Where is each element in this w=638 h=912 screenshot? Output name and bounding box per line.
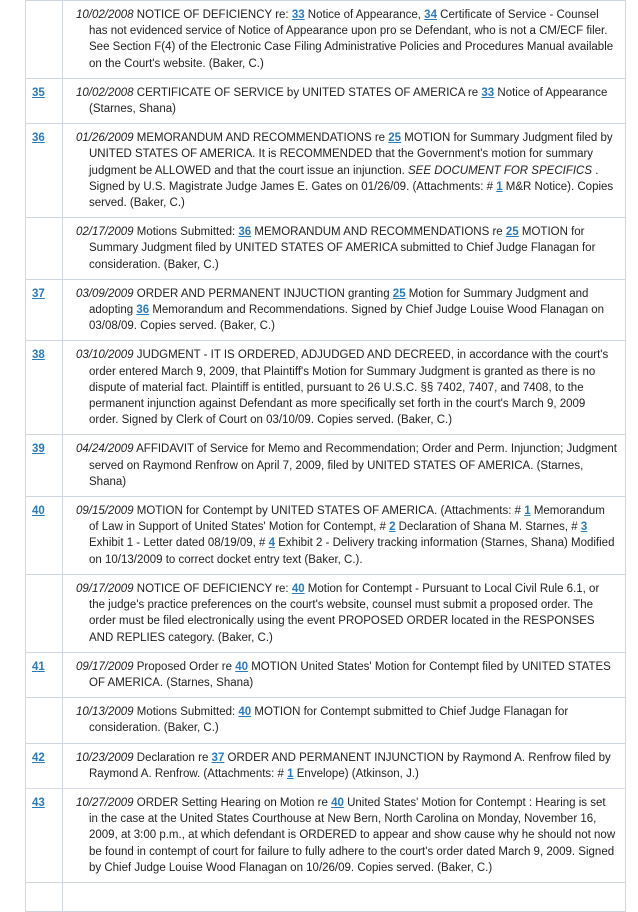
docket-entry-text bbox=[76, 704, 617, 736]
docket-number-cell bbox=[26, 652, 63, 697]
docket-row bbox=[26, 698, 626, 743]
entry-text: Memorandum of Law in Support of United States' Motion for Contempt, # bbox=[89, 505, 605, 534]
entry-text: MOTION for Contempt by UNITED STATES OF AMERICA. (Attachments: # bbox=[133, 505, 525, 518]
docket-row bbox=[26, 788, 626, 882]
entry-date: 09/17/2009 bbox=[76, 582, 134, 595]
docket-number-link[interactable]: 36 bbox=[32, 132, 45, 145]
docket-entry-text bbox=[76, 795, 617, 876]
entry-text: Certificate of Service - Counsel has not evidenced service of Notice of Appearance upon pro se Defendant, who is not a CM/ECF filer. See Section F(4) of the Electronic Case Filing Administrative Policies and Procedures Manual available on the Court's website. (Baker, C.) bbox=[89, 9, 614, 70]
docket-entry-text bbox=[76, 503, 617, 568]
document-link[interactable]: 1 bbox=[287, 767, 294, 780]
document-link[interactable]: 2 bbox=[389, 521, 396, 534]
docket-text-cell bbox=[63, 497, 626, 575]
docket-row bbox=[26, 341, 626, 435]
document-link[interactable]: 40 bbox=[238, 706, 252, 719]
entry-text: MEMORANDUM AND RECOMMENDATIONS re bbox=[251, 226, 506, 239]
docket-row bbox=[26, 743, 626, 788]
entry-date: 10/23/2009 bbox=[76, 751, 134, 764]
entry-text: MOTION United States' Motion for Contempt filed by UNITED STATES OF AMERICA. (Starnes, Shana) bbox=[89, 660, 611, 689]
docket-entry-text bbox=[76, 286, 617, 335]
docket-row bbox=[26, 78, 626, 123]
document-link[interactable]: 40 bbox=[291, 582, 305, 595]
docket-number-cell bbox=[26, 341, 63, 435]
entry-date: 02/17/2009 bbox=[76, 226, 134, 239]
docket-text-cell bbox=[63, 882, 626, 911]
entry-text: Declaration re bbox=[133, 751, 212, 764]
docket-entry-text bbox=[76, 130, 617, 211]
docket-entry-text bbox=[76, 889, 617, 905]
document-link[interactable]: 36 bbox=[238, 226, 252, 239]
entry-date: 04/24/2009 bbox=[76, 443, 134, 456]
entry-text: Motions Submitted: bbox=[133, 706, 239, 719]
docket-entry-text bbox=[76, 347, 617, 428]
docket-number-cell bbox=[26, 124, 63, 218]
docket-text-cell bbox=[63, 1, 626, 79]
docket-number-cell bbox=[26, 1, 63, 79]
entry-text: Memorandum and Recommendations. Signed by Chief Judge Louise Wood Flanagan on 03/08/09. Copies served. (Baker, C.) bbox=[89, 304, 605, 333]
entry-text: Motion for Summary Judgment and adopting bbox=[89, 287, 589, 317]
document-link[interactable]: 36 bbox=[136, 304, 150, 317]
docket-number-link[interactable]: 41 bbox=[32, 660, 45, 673]
docket-entry-text bbox=[76, 750, 617, 782]
document-link[interactable]: 34 bbox=[424, 9, 437, 21]
docket-entry-text bbox=[76, 659, 617, 691]
entry-text: AFFIDAVIT of Service for Memo and Recommendation; Order and Perm. Injunction; Judgment served on Raymond Renfrow on April 7, 2009, filed by UNITED STATES OF AMERICA. (Starnes, Shana) bbox=[89, 443, 617, 488]
entry-text: JUDGMENT - IT IS ORDERED, ADJUDGED AND DECREED, in accordance with the court's order entered March 9, 2009, that Plaintiff's Motion for Summary Judgment is granted as there is no dispute of material fact. Plaintiff is entitled, pursuant to 26 U.S.C. §§ 7402, 7407, and 7408, to the permanent injunction against Defendant as more specifically set forth in the court's March 9, 2009 order. Signed by Clerk of Court on 03/10/09. Copies served. (Baker, C.) bbox=[89, 349, 609, 427]
docket-number-cell bbox=[26, 279, 63, 341]
docket-number-cell bbox=[26, 788, 63, 882]
docket-row bbox=[26, 279, 626, 341]
docket-number-cell bbox=[26, 435, 63, 497]
entry-text: MOTION for Summary Judgment filed by UNITED STATES OF AMERICA submitted to Chief Judge Flanagan for consideration. (Baker, C.) bbox=[89, 226, 596, 271]
document-link[interactable]: 40 bbox=[235, 660, 248, 673]
entry-date: 10/02/2008 bbox=[76, 9, 134, 21]
entry-text: ORDER Setting Hearing on Motion re bbox=[133, 796, 332, 809]
docket-table-body bbox=[26, 1, 626, 912]
document-link[interactable]: 25 bbox=[388, 132, 402, 145]
document-link[interactable]: 33 bbox=[291, 9, 305, 21]
docket-row bbox=[26, 882, 626, 911]
entry-text: Motions Submitted: bbox=[133, 226, 239, 239]
document-link[interactable]: 3 bbox=[580, 521, 588, 534]
entry-text: MOTION for Summary Judgment filed by UNITED STATES OF AMERICA. It is RECOMMENDED that the Government's motion for summary judgment be ALLOWED and that the court issue an injunction. bbox=[89, 132, 613, 177]
docket-number-cell bbox=[26, 574, 63, 652]
entry-text: MEMORANDUM AND RECOMMENDATIONS re bbox=[133, 132, 389, 145]
docket-number-link[interactable]: 43 bbox=[32, 796, 45, 809]
docket-text-cell bbox=[63, 788, 626, 882]
entry-text: Notice of Appearance, bbox=[304, 9, 425, 21]
entry-text: . Signed by U.S. Magistrate Judge James E. Gates on 01/26/09. (Attachments: # bbox=[89, 164, 599, 193]
docket-sheet bbox=[25, 0, 626, 874]
document-link[interactable]: 1 bbox=[524, 505, 531, 518]
docket-row bbox=[26, 435, 626, 497]
entry-date: 09/15/2009 bbox=[76, 505, 134, 518]
document-link[interactable]: 37 bbox=[211, 751, 225, 764]
docket-text-cell bbox=[63, 279, 626, 341]
emphasis-text: SEE DOCUMENT FOR SPECIFICS bbox=[408, 164, 593, 177]
docket-text-cell bbox=[63, 574, 626, 652]
docket-row bbox=[26, 497, 626, 575]
entry-text: Declaration of Shana M. Starnes, # bbox=[395, 521, 581, 534]
document-link[interactable]: 25 bbox=[392, 287, 406, 300]
docket-number-cell bbox=[26, 882, 63, 911]
docket-number-cell bbox=[26, 218, 63, 280]
docket-entry-text bbox=[76, 224, 617, 273]
docket-row bbox=[26, 574, 626, 652]
entry-text: Notice of Appearance (Starnes, Shana) bbox=[89, 86, 608, 116]
entry-text: Exhibit 2 - Delivery tracking information (Starnes, Shana) Modified on 10/13/2009 to correct docket entry text (Baker, C.). bbox=[89, 537, 615, 566]
document-link[interactable]: 4 bbox=[268, 537, 276, 550]
entry-date: 10/02/2008 bbox=[76, 86, 134, 99]
entry-date: 01/26/2009 bbox=[76, 132, 134, 145]
docket-text-cell bbox=[63, 743, 626, 788]
docket-number-link[interactable]: 35 bbox=[32, 86, 45, 99]
entry-date: 10/27/2009 bbox=[76, 796, 134, 809]
docket-number-link[interactable]: 38 bbox=[32, 349, 45, 362]
bottom-divider bbox=[25, 788, 626, 789]
docket-number-cell bbox=[26, 743, 63, 788]
docket-text-cell bbox=[63, 124, 626, 218]
docket-row bbox=[26, 124, 626, 218]
entry-date: 03/10/2009 bbox=[76, 349, 134, 362]
docket-table bbox=[25, 0, 626, 912]
entry-text: Exhibit 1 - Letter dated 08/19/09, # bbox=[89, 537, 269, 550]
document-link[interactable]: 1 bbox=[496, 180, 503, 193]
docket-entry-text bbox=[76, 581, 617, 646]
docket-text-cell bbox=[63, 652, 626, 697]
docket-number-cell bbox=[26, 78, 63, 123]
docket-text-cell bbox=[63, 78, 626, 123]
entry-text: MOTION for Contempt submitted to Chief Judge Flanagan for consideration. (Baker, C.) bbox=[89, 706, 569, 735]
docket-text-cell bbox=[63, 435, 626, 497]
entry-text: NOTICE OF DEFICIENCY re: bbox=[133, 9, 292, 21]
entry-text: ORDER AND PERMANENT INJUCTION granting bbox=[133, 287, 393, 300]
entry-date: 03/09/2009 bbox=[76, 287, 134, 300]
docket-entry-text bbox=[76, 7, 617, 72]
entry-date: 09/17/2009 bbox=[76, 660, 134, 673]
entry-text: M&R Notice). Copies served. (Baker, C.) bbox=[89, 180, 614, 210]
document-link[interactable]: 25 bbox=[505, 226, 519, 239]
document-link[interactable]: 40 bbox=[331, 796, 344, 809]
docket-number-link[interactable]: 39 bbox=[32, 443, 45, 456]
docket-text-cell bbox=[63, 698, 626, 743]
docket-text-cell bbox=[63, 341, 626, 435]
docket-row bbox=[26, 1, 626, 79]
docket-number-link[interactable]: 40 bbox=[32, 505, 45, 518]
entry-text: NOTICE OF DEFICIENCY re: bbox=[133, 582, 292, 595]
docket-entry-text bbox=[76, 441, 617, 490]
docket-row bbox=[26, 218, 626, 280]
entry-date: 10/13/2009 bbox=[76, 706, 134, 719]
entry-text: Motion for Contempt - Pursuant to Local Civil Rule 6.1, or the judge's practice preferences on the court's website, counsel must submit a proposed order. The order must be filed electronically using the event PROPOSED ORDER located in the RESPONSES AND REPLIES category. (Baker, C.) bbox=[89, 582, 600, 644]
docket-text-cell bbox=[63, 218, 626, 280]
docket-number-link[interactable]: 42 bbox=[32, 751, 45, 764]
entry-text: Proposed Order re bbox=[133, 660, 236, 673]
entry-text: ORDER AND PERMANENT INJUNCTION by Raymond A. Renfrow filed by Raymond A. Renfrow. (Attachments: # bbox=[89, 751, 611, 780]
docket-number-cell bbox=[26, 497, 63, 575]
document-link[interactable]: 33 bbox=[481, 86, 495, 99]
entry-text: CERTIFICATE OF SERVICE by UNITED STATES OF AMERICA re bbox=[133, 86, 482, 99]
entry-text: Envelope) (Atkinson, J.) bbox=[293, 767, 419, 780]
entry-text: United States' Motion for Contempt : Hearing is set in the case at the United States Courthouse at New Bern, North Carolina on Monday, November 16, 2009, at 3:00 p.m., at which defendant is ORDERED to appear and show cause why he should not now be found in contempt of court for failure to fully adhere to the court's order dated March 9, 2009. Signed by Chief Judge Louise Wood Flanagan on 10/26/09. Copies served. (Baker, C.) bbox=[89, 796, 616, 874]
docket-number-cell bbox=[26, 698, 63, 743]
docket-entry-text bbox=[76, 85, 617, 117]
docket-row bbox=[26, 652, 626, 697]
docket-number-link[interactable]: 37 bbox=[32, 287, 45, 300]
